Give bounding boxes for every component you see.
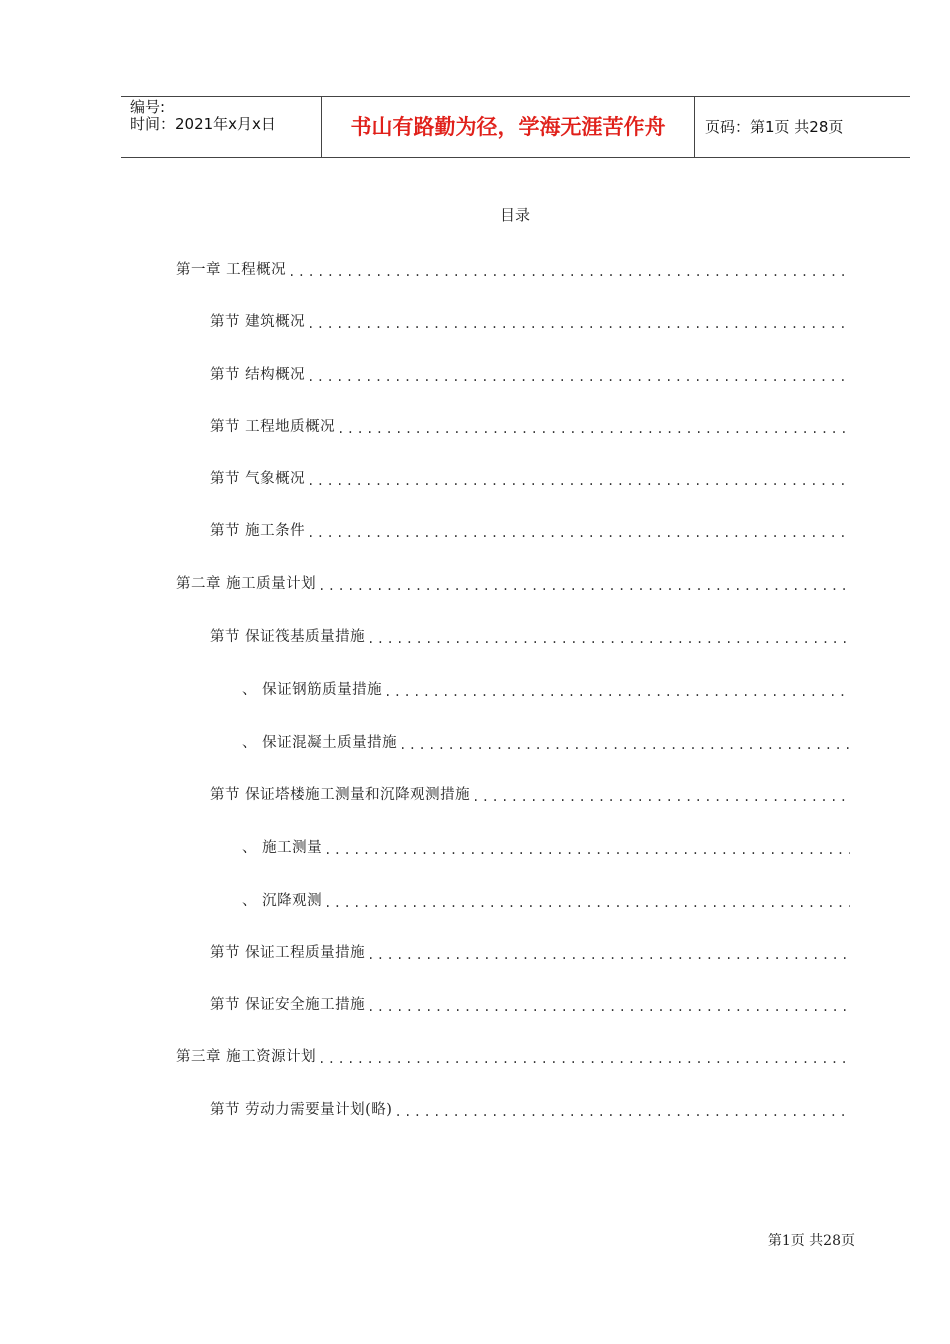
- toc-entry-label: 第节 保证工程质量措施: [210, 945, 366, 961]
- header-page-code: 页码：第1页 共28页: [705, 118, 844, 136]
- toc-entry-label: 第节 施工条件: [210, 523, 306, 539]
- toc-entry-label: 第二章 施工质量计划: [176, 576, 317, 592]
- toc-entry-label: 第节 工程地质概况: [210, 419, 336, 435]
- toc-entry-section[interactable]: [210, 942, 850, 964]
- dot-leader: [399, 736, 850, 754]
- toc-entry-section[interactable]: [210, 784, 850, 806]
- header-motto: 书山有路勤为径，学海无涯苦作舟: [350, 115, 666, 139]
- dot-leader: [394, 1103, 850, 1121]
- toc-title: 目录: [499, 206, 530, 224]
- toc-entry-section[interactable]: [210, 994, 850, 1016]
- toc-entry-section[interactable]: [210, 626, 850, 648]
- page-footer-number: 第1页 共28页: [767, 1233, 855, 1249]
- toc-entry-label: 、 施工测量: [242, 840, 323, 856]
- toc-entry-chapter[interactable]: [176, 259, 850, 281]
- toc-entry-chapter[interactable]: [176, 1046, 850, 1068]
- toc-entry-label: 第三章 施工资源计划: [176, 1049, 317, 1065]
- toc-entry-label: 、 保证混凝土质量措施: [242, 735, 398, 751]
- dot-leader: [307, 524, 850, 542]
- dot-leader: [337, 420, 850, 438]
- toc-entry-subsection[interactable]: [242, 890, 850, 912]
- dot-leader: [367, 998, 850, 1016]
- toc-entry-subsection[interactable]: [242, 679, 850, 701]
- toc-entry-section[interactable]: [210, 520, 850, 542]
- dot-leader: [367, 630, 850, 648]
- dot-leader: [367, 946, 850, 964]
- dot-leader: [288, 263, 850, 281]
- dot-leader: [324, 841, 850, 859]
- dot-leader: [318, 577, 850, 595]
- toc-entry-subsection[interactable]: [242, 837, 850, 859]
- toc-entry-section[interactable]: [210, 1099, 850, 1121]
- toc-entry-section[interactable]: [210, 364, 850, 386]
- toc-entry-label: 第节 保证塔楼施工测量和沉降观测措施: [210, 787, 471, 803]
- toc-entry-label: 、 保证钢筋质量措施: [242, 682, 383, 698]
- toc-entry-label: 第节 结构概况: [210, 367, 306, 383]
- dot-leader: [384, 683, 850, 701]
- dot-leader: [472, 788, 850, 806]
- document-time-label: 时间：2021年x月x日: [130, 115, 276, 133]
- toc-entry-label: 、 沉降观测: [242, 893, 323, 909]
- dot-leader: [318, 1050, 850, 1068]
- toc-entry-subsection[interactable]: [242, 732, 850, 754]
- dot-leader: [307, 315, 850, 333]
- dot-leader: [324, 894, 850, 912]
- dot-leader: [307, 472, 850, 490]
- document-number-label: 编号:: [130, 98, 166, 116]
- toc-entry-label: 第节 保证安全施工措施: [210, 997, 366, 1013]
- toc-entry-label: 第一章 工程概况: [176, 262, 287, 278]
- toc-entry-chapter[interactable]: [176, 573, 850, 595]
- toc-entry-section[interactable]: [210, 416, 850, 438]
- toc-entry-label: 第节 建筑概况: [210, 314, 306, 330]
- toc-entry-section[interactable]: [210, 468, 850, 490]
- toc-entry-label: 第节 气象概况: [210, 471, 306, 487]
- toc-entry-label: 第节 劳动力需要量计划(略): [210, 1102, 393, 1118]
- dot-leader: [307, 368, 850, 386]
- toc-entry-section[interactable]: [210, 311, 850, 333]
- toc-entry-label: 第节 保证筏基质量措施: [210, 629, 366, 645]
